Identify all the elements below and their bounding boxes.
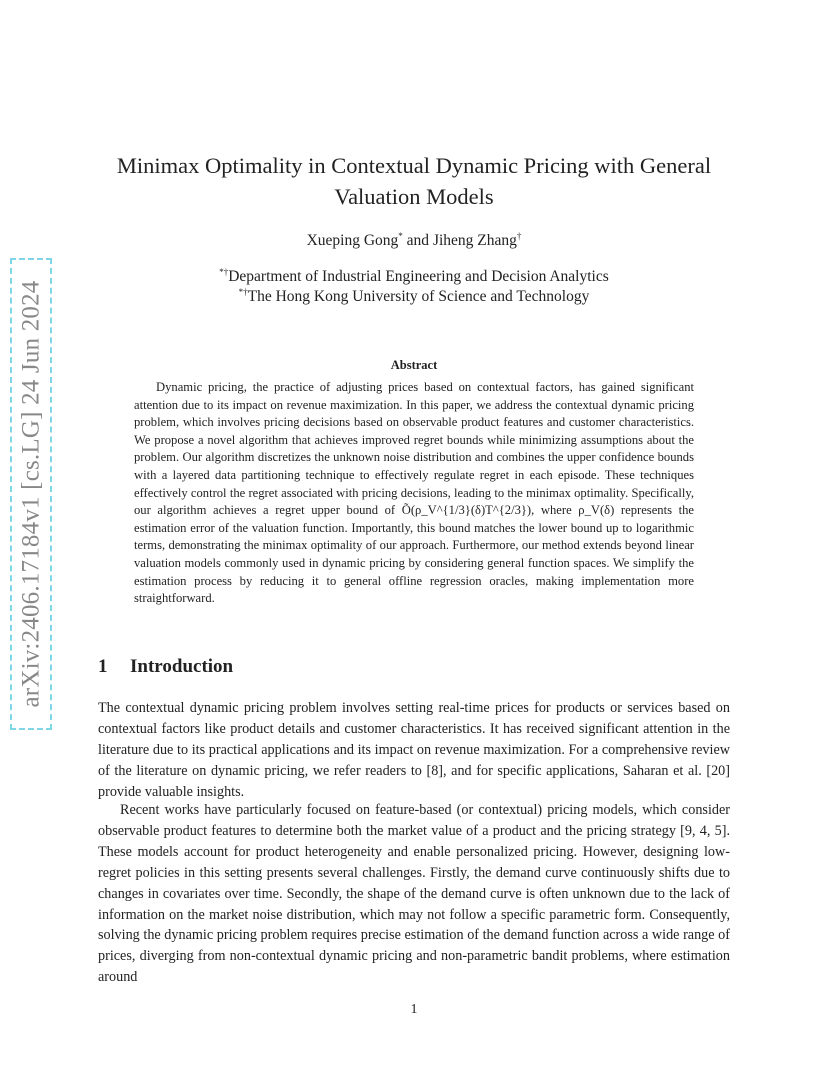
body-paragraph: The contextual dynamic pricing problem involves setting real-time prices for products or services based on contextual factors like product details and customer characteristics. It has received significant attention in the literature due to its practical applications and its impact on revenue maximization. For a comprehensive review of the literature on dynamic pricing, we refer readers to [8], and for specific applications, Saharan et al. [20] provide valuable insights.: [98, 700, 730, 800]
affiliation-mark: *†: [219, 266, 229, 277]
body-paragraph: Recent works have particularly focused on feature-based (or contextual) pricing models, which consider observable product features to determine both the market value of a product and the pricing strategy [9, 4, 5]. These models account for product heterogeneity and enable personalized pricing. However, designing low-regret policies in this setting presents several challenges. Firstly, the demand curve continuously shifts due to changes in covariates over time. Secondly, the shape of the demand curve is often unknown due to the lack of information on the market noise distribution, which may not follow a specific parametric form. Consequently, solving the dynamic pricing problem requires precise estimation of the demand function across a wide range of prices, diverging from non-contextual dynamic pricing and non-parametric bandit problems, where estimation around: [98, 802, 730, 986]
affiliation-mark: *†: [238, 286, 248, 297]
author-name: Jiheng Zhang: [432, 232, 517, 249]
affiliation-text: The Hong Kong University of Science and Technology: [247, 288, 590, 305]
affiliation-text: Department of Industrial Engineering and Decision Analytics: [228, 268, 609, 285]
arxiv-identifier-text: arXiv:2406.17184v1 [cs.LG] 24 Jun 2024: [17, 280, 44, 708]
author-line: [98, 232, 730, 250]
author-name: Xueping Gong: [306, 232, 399, 249]
section-heading: [98, 656, 233, 678]
arxiv-identifier-stamp[interactable]: [10, 258, 52, 730]
section-number: 1: [98, 656, 108, 677]
author-footnote-mark: *: [398, 230, 403, 241]
page-number: 1: [410, 1002, 418, 1017]
affiliation-line: [98, 268, 730, 286]
affiliation-line: [98, 288, 730, 306]
abstract-heading: Abstract: [390, 358, 438, 372]
author-connector: and: [402, 232, 433, 249]
abstract-text: Dynamic pricing, the practice of adjusting prices based on contextual factors, has gained significant attention due to its impact on revenue maximization. In this paper, we address the contextual dynamic pricing problem, which involves pricing decisions based on observable product features and customer characteristics. We propose a novel algorithm that achieves improved regret bounds while minimizing assumptions about the problem. Our algorithm discretizes the unknown noise distribution and combines the upper confidence bounds with a layered data partitioning technique to effectively regulate regret in each episode. These techniques effectively control the regret associated with pricing decisions, leading to the minimax optimality. Specifically, our algorithm achieves a regret upper bound of Õ(ρ_V^{1/3}(δ)T^{2/3}), where ρ_V(δ) represents the estimation error of the valuation function. Importantly, this bound matches the lower bound up to logarithmic terms, demonstrating the minimax optimality of our approach. Furthermore, our method extends beyond linear valuation models commonly used in dynamic pricing by considering general function spaces. We simplify the estimation process by reducing it to general offline regression oracles, making implementation more straightforward.: [134, 380, 694, 606]
paper-title: Minimax Optimality in Contextual Dynamic Pricing with General Valuation Models: [116, 153, 712, 209]
section-title: Introduction: [130, 656, 234, 677]
author-footnote-mark: †: [516, 230, 522, 241]
